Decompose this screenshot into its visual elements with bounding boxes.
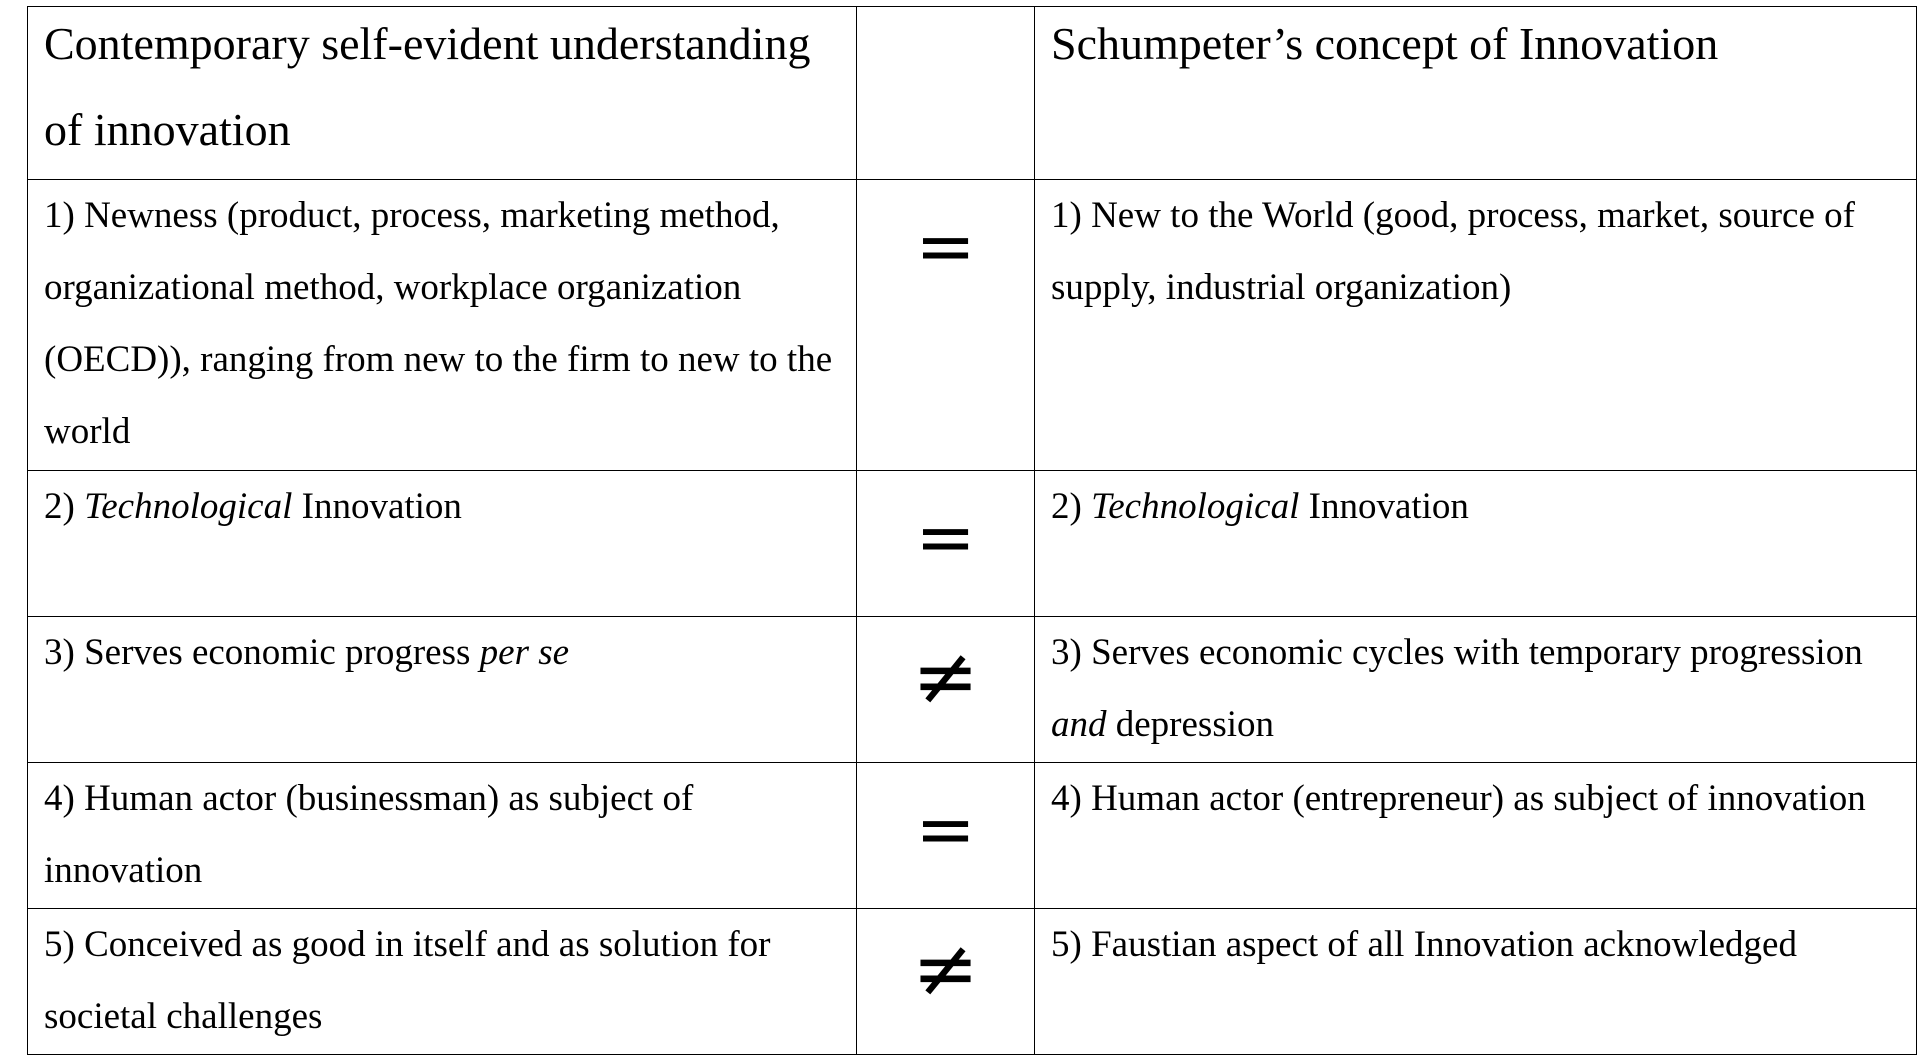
equals-symbol: = <box>915 787 976 871</box>
relation-cell <box>857 471 1035 617</box>
text-pre: 2) <box>44 486 85 527</box>
contemporary-cell <box>28 909 857 1055</box>
contemporary-cell <box>28 763 857 909</box>
text-post: Innovation <box>1299 486 1469 527</box>
schumpeter-text <box>1035 751 1916 835</box>
equals-symbol: = <box>915 495 976 579</box>
text-pre: 5) Conceived as good in itself and as solution for societal challenges <box>44 924 771 1037</box>
relation-cell <box>857 180 1035 471</box>
text-post: depression <box>1106 704 1274 745</box>
equals-symbol: = <box>915 204 976 288</box>
header-cell-schumpeter <box>1035 7 1917 180</box>
text-pre: 3) Serves economic cycles with temporary progression <box>1051 632 1863 673</box>
table-row <box>28 617 1917 763</box>
header-row <box>28 7 1917 180</box>
header-cell-contemporary <box>28 7 857 180</box>
contemporary-text <box>28 605 856 689</box>
contemporary-text <box>28 459 856 543</box>
text-pre: 1) Newness (product, process, marketing method, organizational method, workplace organization (OECD)), ranging from new to the firm to new to the world <box>44 195 833 452</box>
table-row <box>28 763 1917 909</box>
text-pre: 3) Serves economic progress <box>44 632 480 673</box>
contemporary-cell <box>28 180 857 471</box>
comparison-table <box>27 6 1917 1055</box>
relation-cell <box>857 763 1035 909</box>
table-row <box>28 909 1917 1055</box>
header-cell-relation <box>857 7 1035 180</box>
text-emphasis: Technological <box>1091 486 1300 527</box>
schumpeter-text <box>1035 459 1916 543</box>
relation-cell <box>857 909 1035 1055</box>
schumpeter-cell <box>1035 471 1917 617</box>
table-row <box>28 471 1917 617</box>
text-emphasis: per se <box>479 632 570 673</box>
text-pre: 4) Human actor (businessman) as subject of innovation <box>44 778 694 891</box>
text-emphasis: Technological <box>84 486 293 527</box>
header-schumpeter-text: Schumpeter’s concept of Innovation <box>1051 18 1719 69</box>
not-equal-symbol: ≠ <box>911 922 980 1015</box>
contemporary-text <box>28 751 856 907</box>
contemporary-cell <box>28 617 857 763</box>
header-relation-text <box>857 0 1034 1</box>
schumpeter-cell <box>1035 909 1917 1055</box>
table-row <box>28 180 1917 471</box>
text-pre: 5) Faustian aspect of all Innovation acknowledged <box>1051 924 1797 965</box>
text-pre: 1) New to the World (good, process, market, source of supply, industrial organization) <box>1051 195 1855 308</box>
not-equal-symbol: ≠ <box>911 630 980 723</box>
text-post: Innovation <box>292 486 462 527</box>
text-emphasis: and <box>1051 704 1107 745</box>
schumpeter-cell <box>1035 180 1917 471</box>
text-pre: 4) Human actor (entrepreneur) as subject of innovation <box>1051 778 1866 819</box>
schumpeter-cell <box>1035 763 1917 909</box>
schumpeter-text <box>1035 168 1916 324</box>
contemporary-text <box>28 897 856 1053</box>
schumpeter-text <box>1035 897 1916 981</box>
header-contemporary-text: Contemporary self-evident understanding of innovation <box>44 18 811 155</box>
schumpeter-text <box>1035 605 1916 761</box>
schumpeter-cell <box>1035 617 1917 763</box>
text-pre: 2) <box>1051 486 1092 527</box>
contemporary-text <box>28 168 856 468</box>
relation-cell <box>857 617 1035 763</box>
contemporary-cell <box>28 471 857 617</box>
